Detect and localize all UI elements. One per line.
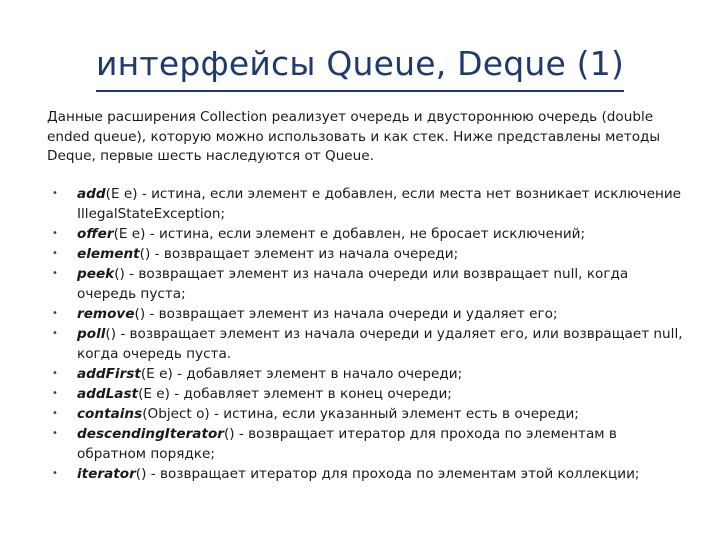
method-name: peek	[77, 266, 115, 282]
list-item	[47, 464, 687, 484]
bullet-icon: •	[52, 228, 58, 239]
bullet-icon: •	[52, 248, 58, 259]
list-item	[47, 224, 687, 244]
bullet-icon: •	[52, 188, 58, 199]
method-name: add	[77, 186, 106, 202]
method-description: (E e) - добавляет элемент в начало очереди;	[140, 366, 463, 382]
list-item	[47, 244, 687, 264]
bullet-icon: •	[52, 468, 58, 479]
bullet-icon: •	[52, 408, 58, 419]
intro-paragraph: Данные расширения Collection реализует очередь и двустороннюю очередь (double ended queue), которую можно использовать и как стек. Ниже представлены методы Deque, первые шесть наследуются от Queue.	[47, 109, 661, 164]
list-item	[47, 184, 687, 224]
method-name: addLast	[77, 386, 139, 402]
methods-list	[47, 184, 687, 484]
list-item	[47, 264, 687, 304]
bullet-icon: •	[52, 328, 58, 339]
bullet-icon: •	[52, 308, 58, 319]
list-item	[47, 364, 687, 384]
method-name: addFirst	[77, 366, 141, 382]
list-item	[47, 424, 687, 464]
bullet-icon: •	[52, 428, 58, 439]
method-name: contains	[77, 406, 143, 422]
list-item	[47, 404, 687, 424]
method-description: (E e) - добавляет элемент в конец очереди;	[138, 386, 452, 402]
method-description: () - возвращает итератор для прохода по элементам этой коллекции;	[135, 466, 640, 482]
method-description: () - возвращает элемент из начала очереди;	[139, 246, 459, 262]
method-description: (Object o) - истина, если указанный элемент есть в очереди;	[142, 406, 579, 422]
list-item	[47, 324, 687, 364]
method-name: element	[77, 246, 140, 262]
slide-title: интерфейсы Queue, Deque (1)	[96, 42, 624, 92]
method-description: (E e) - истина, если элемент e добавлен, если места нет возникает исключение IllegalStateException;	[77, 186, 682, 222]
method-name: remove	[77, 306, 135, 322]
list-item	[47, 384, 687, 404]
method-description: (E e) - истина, если элемент e добавлен, не бросает исключений;	[113, 226, 586, 242]
method-name: descendingIterator	[77, 426, 224, 442]
bullet-icon: •	[52, 368, 58, 379]
method-name: poll	[77, 326, 106, 342]
bullet-icon: •	[52, 388, 58, 399]
method-name: iterator	[77, 466, 136, 482]
method-name: offer	[77, 226, 114, 242]
method-description: () - возвращает элемент из начала очереди и удаляет его, или возвращает null, когда очередь пуста.	[77, 326, 683, 362]
method-description: () - возвращает итератор для прохода по элементам в обратном порядке;	[77, 426, 617, 462]
method-description: () - возвращает элемент из начала очереди или возвращает null, когда очередь пуста;	[77, 266, 629, 302]
list-item	[47, 304, 687, 324]
method-description: () - возвращает элемент из начала очереди и удаляет его;	[134, 306, 558, 322]
bullet-icon: •	[52, 268, 58, 279]
title-container	[60, 42, 660, 92]
